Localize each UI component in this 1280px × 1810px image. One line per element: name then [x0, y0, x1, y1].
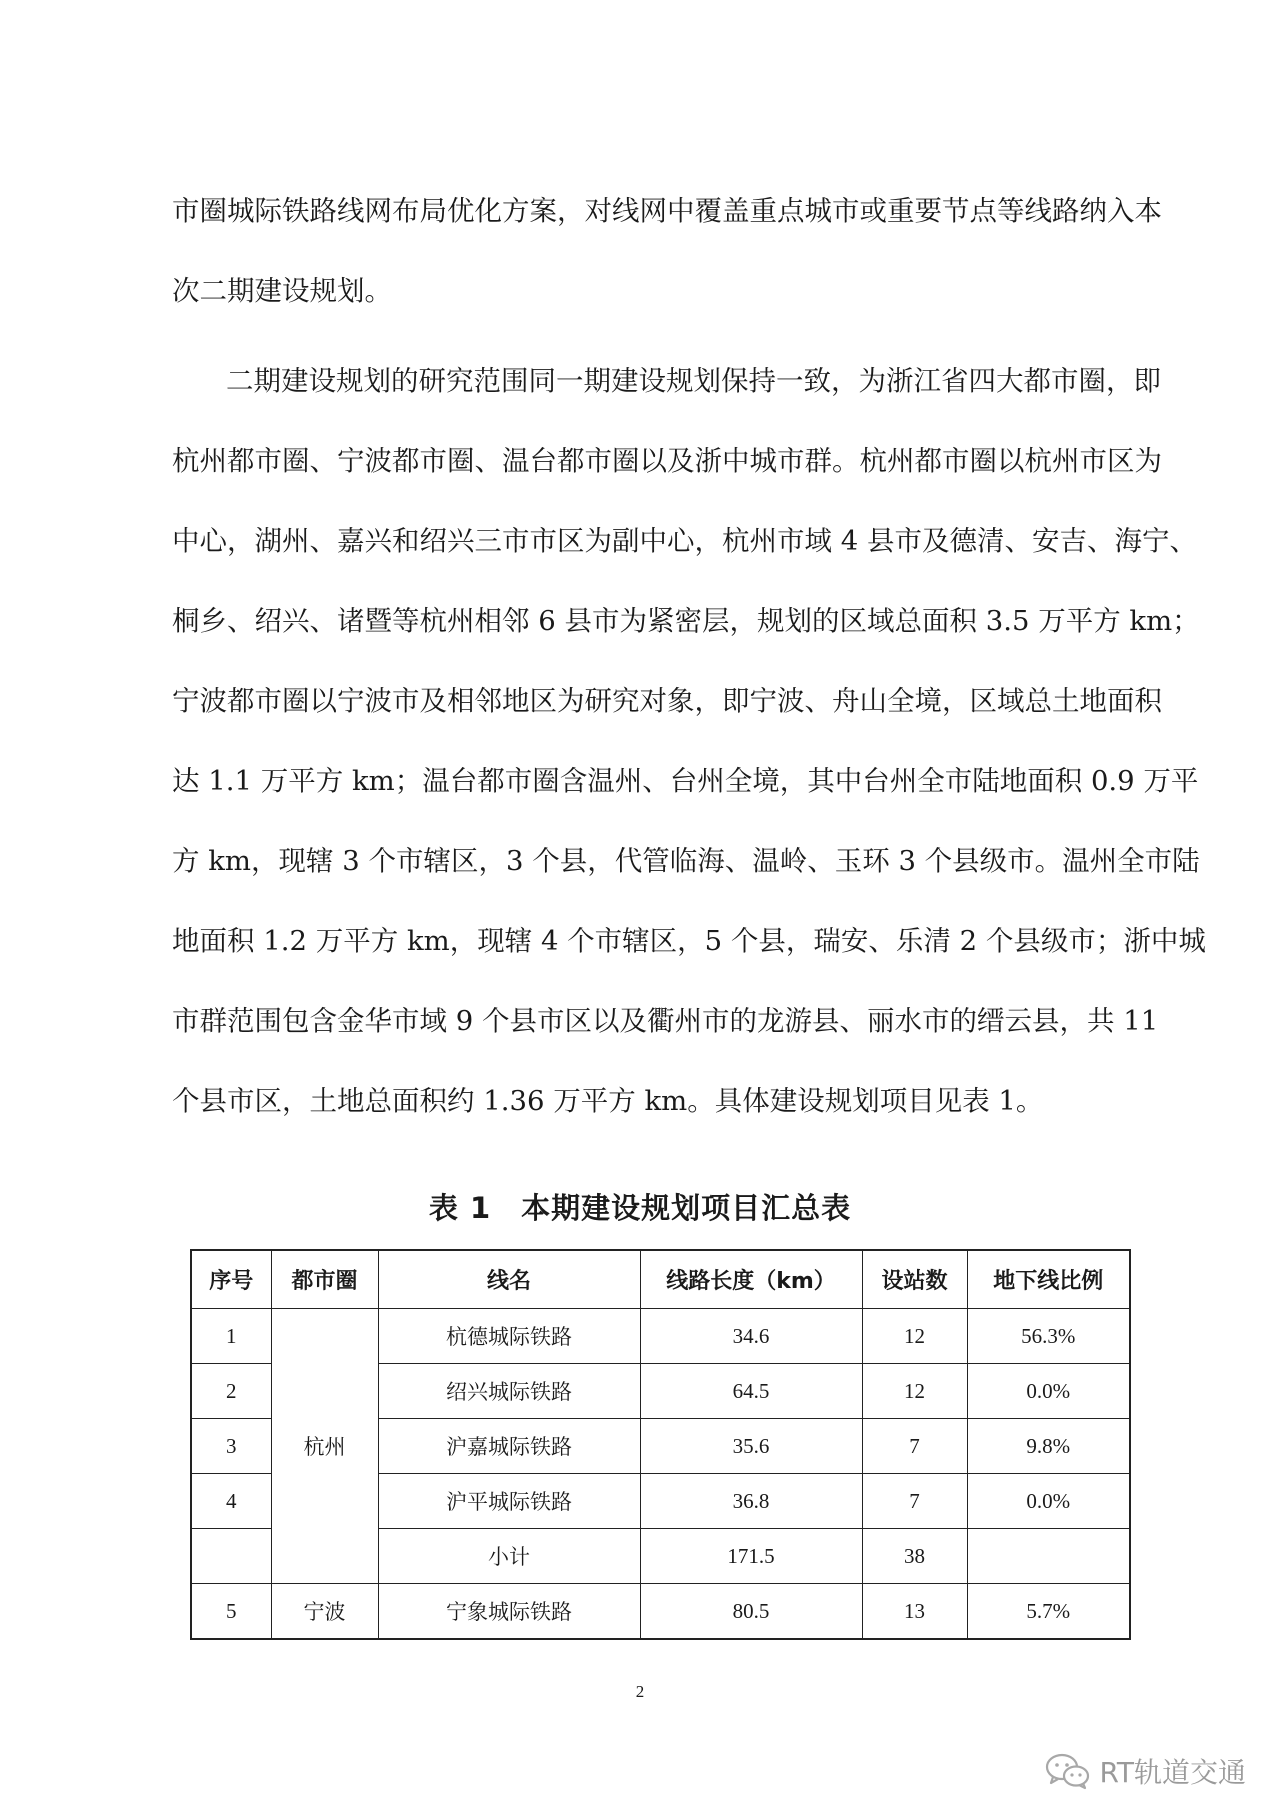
line-length: 36.8 [640, 1474, 862, 1529]
line-name: 沪平城际铁路 [378, 1474, 640, 1529]
underground-ratio: 9.8% [967, 1419, 1130, 1474]
metro-circle-cell: 宁波 [271, 1584, 378, 1640]
table-header-row [191, 1250, 1130, 1309]
row-number: 5 [191, 1584, 271, 1640]
paragraph-line: 个县市区，土地总面积约 1.36 万平方 km。具体建设规划项目见表 1。 [172, 1085, 1044, 1117]
line-name: 绍兴城际铁路 [378, 1364, 640, 1419]
paragraph-line: 地面积 1.2 万平方 km，现辖 4 个市辖区，5 个县，瑞安、乐清 2 个县级市；浙中城 [172, 925, 1206, 957]
row-number [191, 1529, 271, 1584]
line-length: 35.6 [640, 1419, 862, 1474]
station-count: 7 [862, 1419, 967, 1474]
header-cell: 线名 [378, 1250, 640, 1309]
row-number: 4 [191, 1474, 271, 1529]
watermark [1045, 1751, 1246, 1791]
line-name: 沪嘉城际铁路 [378, 1419, 640, 1474]
table-row [191, 1309, 1130, 1364]
header-cell: 设站数 [862, 1250, 967, 1309]
line-name: 杭德城际铁路 [378, 1309, 640, 1364]
paragraph-line: 宁波都市圈以宁波市及相邻地区为研究对象，即宁波、舟山全境，区域总土地面积 [172, 685, 1162, 717]
paragraph-line: 杭州都市圈、宁波都市圈、温台都市圈以及浙中城市群。杭州都市圈以杭州市区为 [172, 445, 1162, 477]
underground-ratio: 56.3% [967, 1309, 1130, 1364]
subtotal-length: 171.5 [640, 1529, 862, 1584]
row-number: 2 [191, 1364, 271, 1419]
station-count: 13 [862, 1584, 967, 1640]
line-length: 80.5 [640, 1584, 862, 1640]
table-caption: 表 1 本期建设规划项目汇总表 [428, 1191, 852, 1225]
line-length: 34.6 [640, 1309, 862, 1364]
subtotal-underground [967, 1529, 1130, 1584]
line-length: 64.5 [640, 1364, 862, 1419]
subtotal-label: 小计 [378, 1529, 640, 1584]
row-number: 3 [191, 1419, 271, 1474]
project-summary-table [190, 1249, 1131, 1640]
header-cell: 地下线比例 [967, 1250, 1130, 1309]
metro-circle-cell: 杭州 [271, 1309, 378, 1584]
station-count: 7 [862, 1474, 967, 1529]
underground-ratio: 0.0% [967, 1474, 1130, 1529]
underground-ratio: 5.7% [967, 1584, 1130, 1640]
paragraph-line: 方 km，现辖 3 个市辖区，3 个县，代管临海、温岭、玉环 3 个县级市。温州全市陆 [172, 845, 1200, 877]
underground-ratio: 0.0% [967, 1364, 1130, 1419]
paragraph-line: 桐乡、绍兴、诸暨等杭州相邻 6 县市为紧密层，规划的区域总面积 3.5 万平方 km； [172, 605, 1200, 637]
paragraph-line: 达 1.1 万平方 km；温台都市圈含温州、台州全境，其中台州全市陆地面积 0.9 万平 [172, 765, 1199, 797]
paragraph-line: 中心，湖州、嘉兴和绍兴三市市区为副中心，杭州市域 4 县市及德清、安吉、海宁、 [172, 525, 1197, 557]
paragraph-line: 市圈城际铁路线网布局优化方案，对线网中覆盖重点城市或重要节点等线路纳入本 [172, 195, 1162, 227]
header-cell: 序号 [191, 1250, 271, 1309]
watermark-text: RT轨道交通 [1099, 1756, 1246, 1789]
table-row [191, 1584, 1130, 1640]
header-cell: 线路长度（km） [640, 1250, 862, 1309]
page-number: 2 [635, 1682, 645, 1701]
wechat-icon [1045, 1752, 1091, 1790]
paragraph-line: 二期建设规划的研究范围同一期建设规划保持一致，为浙江省四大都市圈，即 [226, 365, 1161, 397]
station-count: 12 [862, 1364, 967, 1419]
paragraph-line: 市群范围包含金华市域 9 个县市区以及衢州市的龙游县、丽水市的缙云县，共 11 [172, 1005, 1159, 1037]
station-count: 12 [862, 1309, 967, 1364]
line-name: 宁象城际铁路 [378, 1584, 640, 1640]
paragraph-line: 次二期建设规划。 [172, 275, 392, 307]
subtotal-stations: 38 [862, 1529, 967, 1584]
row-number: 1 [191, 1309, 271, 1364]
header-cell: 都市圈 [271, 1250, 378, 1309]
